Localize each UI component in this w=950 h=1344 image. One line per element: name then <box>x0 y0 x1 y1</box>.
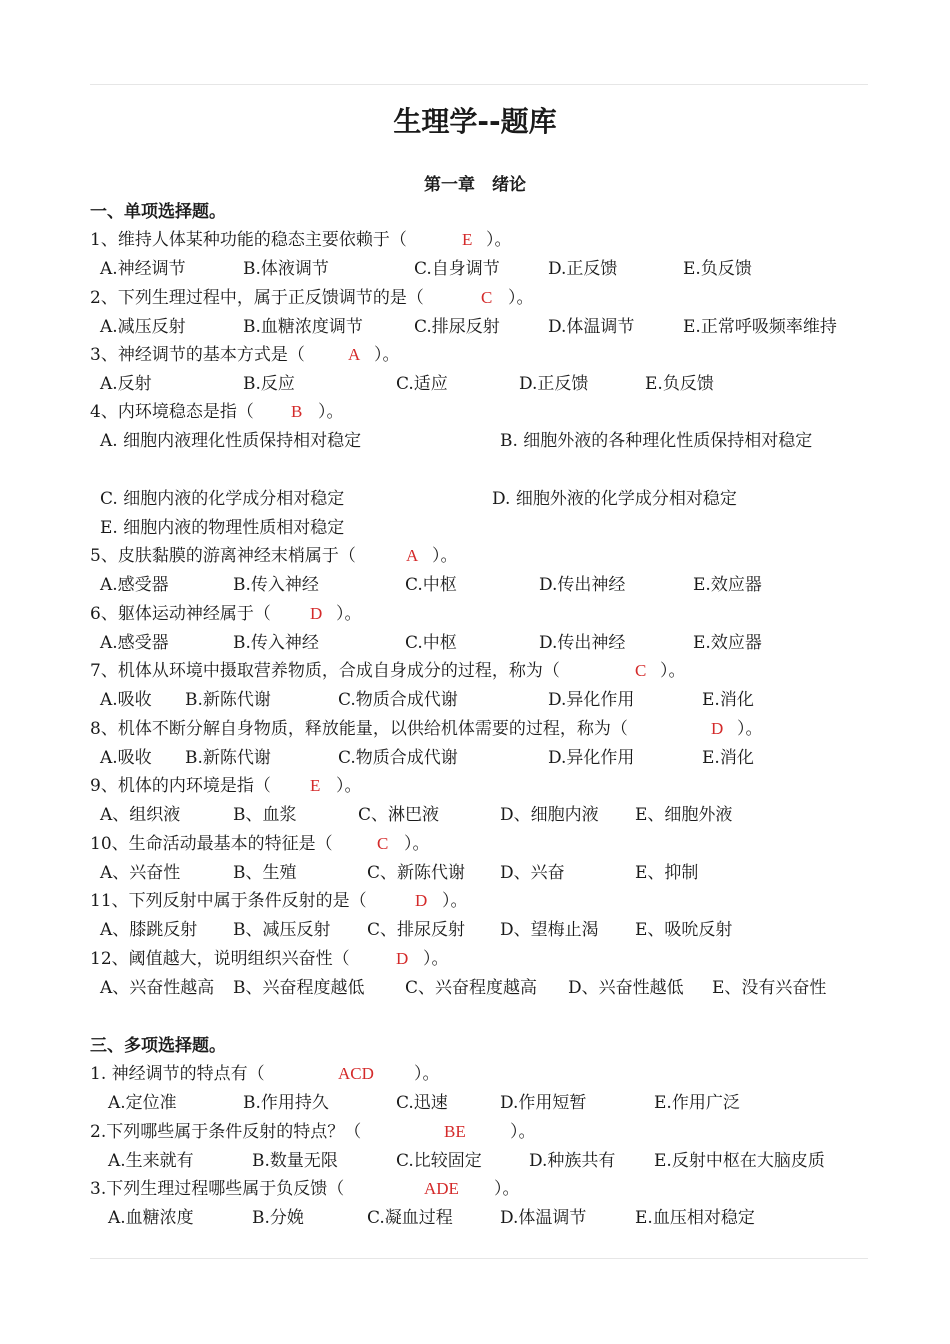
option: D.体温调节 <box>548 317 635 337</box>
answer-mark: C <box>635 661 647 680</box>
option: B.新陈代谢 <box>185 690 271 710</box>
option: A.血糖浓度 <box>108 1208 194 1228</box>
question-end: ）。 <box>486 230 512 250</box>
option: B. 细胞外液的各种理化性质保持相对稳定 <box>500 431 813 451</box>
option: E. 细胞内液的物理性质相对稳定 <box>100 518 345 538</box>
option: B.新陈代谢 <box>185 748 271 768</box>
question-stem: 11、下列反射中属于条件反射的是（ <box>90 891 367 911</box>
question-end: ）。 <box>737 719 763 739</box>
option: B.作用持久 <box>243 1093 329 1113</box>
question-stem: 5、皮肤黏膜的游离神经末梢属于（ <box>90 546 356 566</box>
top-rule <box>90 84 868 85</box>
option: A.生来就有 <box>108 1151 194 1171</box>
question-8-options <box>0 744 950 772</box>
option: C、新陈代谢 <box>367 863 466 883</box>
question-4-options-row-2 <box>0 485 950 513</box>
option: C.凝血过程 <box>367 1208 453 1228</box>
question-11 <box>0 887 950 915</box>
option: E.负反馈 <box>645 374 714 394</box>
question-7 <box>0 657 950 685</box>
option: B.血糖浓度调节 <box>243 317 363 337</box>
option: E.效应器 <box>693 633 762 653</box>
option: D.体温调节 <box>500 1208 587 1228</box>
option: C.排尿反射 <box>414 317 500 337</box>
option: A、兴奋性越高 <box>100 978 215 998</box>
option: D.种族共有 <box>529 1151 616 1171</box>
answer-mark: D <box>310 604 323 623</box>
option: D、兴奋 <box>500 863 565 883</box>
option: A.吸收 <box>100 748 152 768</box>
option: B.体液调节 <box>243 259 329 279</box>
option: E.反射中枢在大脑皮质 <box>654 1151 825 1171</box>
question-4-options-row-3 <box>0 514 950 542</box>
question-stem: 9、机体的内环境是指（ <box>90 776 271 796</box>
multi-question-2 <box>0 1118 950 1146</box>
option: B.传入神经 <box>233 575 319 595</box>
question-end: ）。 <box>510 1122 536 1142</box>
question-end: ）。 <box>508 288 534 308</box>
question-5 <box>0 542 950 570</box>
option: A.感受器 <box>100 633 169 653</box>
question-end: ）。 <box>404 834 430 854</box>
question-stem: 4、内环境稳态是指（ <box>90 402 254 422</box>
option: B、生殖 <box>233 863 297 883</box>
question-10-options <box>0 859 950 887</box>
answer-mark: D <box>396 949 409 968</box>
option: A.定位准 <box>108 1093 177 1113</box>
question-4 <box>0 398 950 426</box>
question-stem: 10、生命活动最基本的特征是（ <box>90 834 333 854</box>
option: C.物质合成代谢 <box>338 690 458 710</box>
question-1 <box>0 226 950 254</box>
answer-mark: ADE <box>424 1179 459 1198</box>
answer-mark: E <box>462 230 473 249</box>
bottom-rule <box>90 1258 868 1259</box>
question-5-options <box>0 571 950 599</box>
question-9-options <box>0 801 950 829</box>
option: E.负反馈 <box>683 259 752 279</box>
question-6-options <box>0 629 950 657</box>
question-stem: 2.下列哪些属于条件反射的特点？（ <box>90 1122 362 1142</box>
question-stem: 3、神经调节的基本方式是（ <box>90 345 305 365</box>
option: E.消化 <box>702 690 754 710</box>
option: E.作用广泛 <box>654 1093 740 1113</box>
option: A.反射 <box>100 374 152 394</box>
question-stem: 3.下列生理过程哪些属于负反馈（ <box>90 1179 345 1199</box>
question-12-options <box>0 974 950 1002</box>
option: A.神经调节 <box>100 259 186 279</box>
question-stem: 6、躯体运动神经属于（ <box>90 604 271 624</box>
option: A. 细胞内液理化性质保持相对稳定 <box>100 431 362 451</box>
option: A、兴奋性 <box>100 863 181 883</box>
answer-mark: D <box>711 719 724 738</box>
option: C、排尿反射 <box>367 920 466 940</box>
question-4-options-row-1 <box>0 427 950 455</box>
option: B.数量无限 <box>252 1151 338 1171</box>
option: E、没有兴奋性 <box>712 978 827 998</box>
option: A、组织液 <box>100 805 181 825</box>
question-2-options <box>0 313 950 341</box>
multi-question-3-options <box>0 1204 950 1232</box>
question-10 <box>0 830 950 858</box>
option: C.物质合成代谢 <box>338 748 458 768</box>
option: C. 细胞内液的化学成分相对稳定 <box>100 489 345 509</box>
option: C、兴奋程度越高 <box>405 978 538 998</box>
answer-mark: C <box>377 834 389 853</box>
option: D.异化作用 <box>548 690 635 710</box>
answer-mark: C <box>481 288 493 307</box>
option: E、细胞外液 <box>635 805 733 825</box>
option: C.比较固定 <box>396 1151 482 1171</box>
answer-mark: A <box>348 345 361 364</box>
section-heading-multiple: 三、多项选择题。 <box>90 1036 226 1056</box>
option: D.传出神经 <box>539 633 626 653</box>
question-end: ）。 <box>374 345 400 365</box>
question-end: ）。 <box>318 402 344 422</box>
option: B.分娩 <box>252 1208 304 1228</box>
option: E.血压相对稳定 <box>635 1208 755 1228</box>
chapter-heading: 第一章 绪论 <box>424 175 526 195</box>
question-stem: 12、阈值越大，说明组织兴奋性（ <box>90 949 350 969</box>
question-stem: 1、维持人体某种功能的稳态主要依赖于（ <box>90 230 407 250</box>
question-3 <box>0 341 950 369</box>
option: C.自身调节 <box>414 259 500 279</box>
option: D.正反馈 <box>519 374 589 394</box>
option: D.作用短暂 <box>500 1093 587 1113</box>
page-title: 生理学--题库 <box>393 105 557 138</box>
question-end: ）。 <box>660 661 686 681</box>
answer-mark: D <box>415 891 428 910</box>
question-end: ）。 <box>336 604 362 624</box>
answer-mark: ACD <box>338 1064 374 1083</box>
answer-mark: B <box>291 402 303 421</box>
option: C.中枢 <box>405 575 457 595</box>
option: D.异化作用 <box>548 748 635 768</box>
answer-mark: BE <box>444 1122 466 1141</box>
option: E.效应器 <box>693 575 762 595</box>
section-heading-single: 一、单项选择题。 <box>90 202 226 222</box>
question-stem: 2、下列生理过程中，属于正反馈调节的是（ <box>90 288 424 308</box>
option: E.正常呼吸频率维持 <box>683 317 837 337</box>
question-end: ）。 <box>432 546 458 566</box>
option: B.传入神经 <box>233 633 319 653</box>
option: B、血浆 <box>233 805 297 825</box>
question-stem: 7、机体从环境中摄取营养物质，合成自身成分的过程，称为（ <box>90 661 560 681</box>
option: E.消化 <box>702 748 754 768</box>
question-8 <box>0 715 950 743</box>
option: A.感受器 <box>100 575 169 595</box>
question-end: ）。 <box>442 891 468 911</box>
option: D、细胞内液 <box>500 805 599 825</box>
option: C.适应 <box>396 374 448 394</box>
question-end: ）。 <box>494 1179 520 1199</box>
question-2 <box>0 284 950 312</box>
multi-question-2-options <box>0 1147 950 1175</box>
multi-question-3 <box>0 1175 950 1203</box>
option: D.正反馈 <box>548 259 618 279</box>
question-11-options <box>0 916 950 944</box>
option: C、淋巴液 <box>358 805 440 825</box>
option: C.迅速 <box>396 1093 448 1113</box>
answer-mark: E <box>310 776 321 795</box>
question-3-options <box>0 370 950 398</box>
option: E、吸吮反射 <box>635 920 733 940</box>
option: A.吸收 <box>100 690 152 710</box>
question-1-options <box>0 255 950 283</box>
option: D、兴奋性越低 <box>568 978 684 998</box>
option: D、望梅止渴 <box>500 920 599 940</box>
question-end: ）。 <box>414 1064 440 1084</box>
option: B.反应 <box>243 374 295 394</box>
multi-question-1-options <box>0 1089 950 1117</box>
question-stem: 8、机体不断分解自身物质，释放能量，以供给机体需要的过程，称为（ <box>90 719 628 739</box>
question-9 <box>0 772 950 800</box>
question-end: ）。 <box>336 776 362 796</box>
option: A.减压反射 <box>100 317 186 337</box>
option: B、兴奋程度越低 <box>233 978 365 998</box>
question-end: ）。 <box>423 949 449 969</box>
question-12 <box>0 945 950 973</box>
option: D.传出神经 <box>539 575 626 595</box>
question-7-options <box>0 686 950 714</box>
option: E、抑制 <box>635 863 699 883</box>
option: B、减压反射 <box>233 920 331 940</box>
question-stem: 1. 神经调节的特点有（ <box>90 1064 265 1084</box>
multi-question-1 <box>0 1060 950 1088</box>
option: C.中枢 <box>405 633 457 653</box>
answer-mark: A <box>406 546 419 565</box>
option: D. 细胞外液的化学成分相对稳定 <box>492 489 737 509</box>
question-6 <box>0 600 950 628</box>
option: A、膝跳反射 <box>100 920 198 940</box>
